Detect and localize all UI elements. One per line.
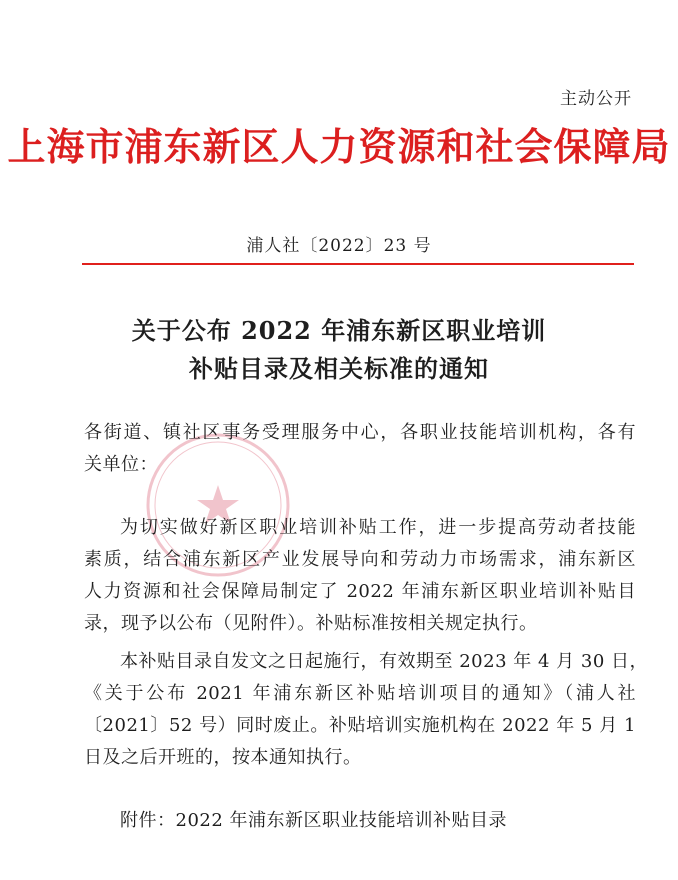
salutation-line: 关单位：	[84, 454, 158, 475]
disclosure-label: 主动公开	[560, 89, 632, 109]
paragraph-2-line: 本补贴目录自发文之日起施行，有效期至 2023 年 4 月 30 日，	[120, 651, 648, 672]
paragraph-1-line: 素质，结合浦东新区产业发展导向和劳动力市场需求，浦东新区	[84, 549, 636, 570]
attachment-line: 附件：2022 年浦东新区职业技能培训补贴目录	[120, 810, 508, 831]
paragraph-1-line: 为切实做好新区职业培训补贴工作，进一步提高劳动者技能	[120, 517, 636, 538]
paragraph-1-line: 录，现予以公布（见附件）。补贴标准按相关规定执行。	[84, 613, 538, 634]
paragraph-2-line: 〔2021〕52 号）同时废止。补贴培训实施机构在 2022 年 5 月 1	[84, 715, 636, 736]
salutation-line: 各街道、镇社区事务受理服务中心，各职业技能培训机构，各有	[84, 422, 636, 443]
agency-title: 上海市浦东新区人力资源和社会保障局	[7, 124, 671, 169]
paragraph-2-line: 日及之后开班的，按本通知执行。	[84, 747, 362, 768]
paragraph-1-line: 人力资源和社会保障局制定了 2022 年浦东新区职业培训补贴目	[84, 581, 636, 602]
red-divider	[82, 263, 634, 265]
notice-title-line-1: 关于公布 2022 年浦东新区职业培训	[131, 316, 547, 345]
document-number: 浦人社〔2022〕23 号	[246, 236, 432, 256]
paragraph-2-line: 《关于公布 2021 年浦东新区补贴培训项目的通知》（浦人社	[84, 683, 636, 704]
notice-title-line-2: 补贴目录及相关标准的通知	[189, 354, 489, 383]
